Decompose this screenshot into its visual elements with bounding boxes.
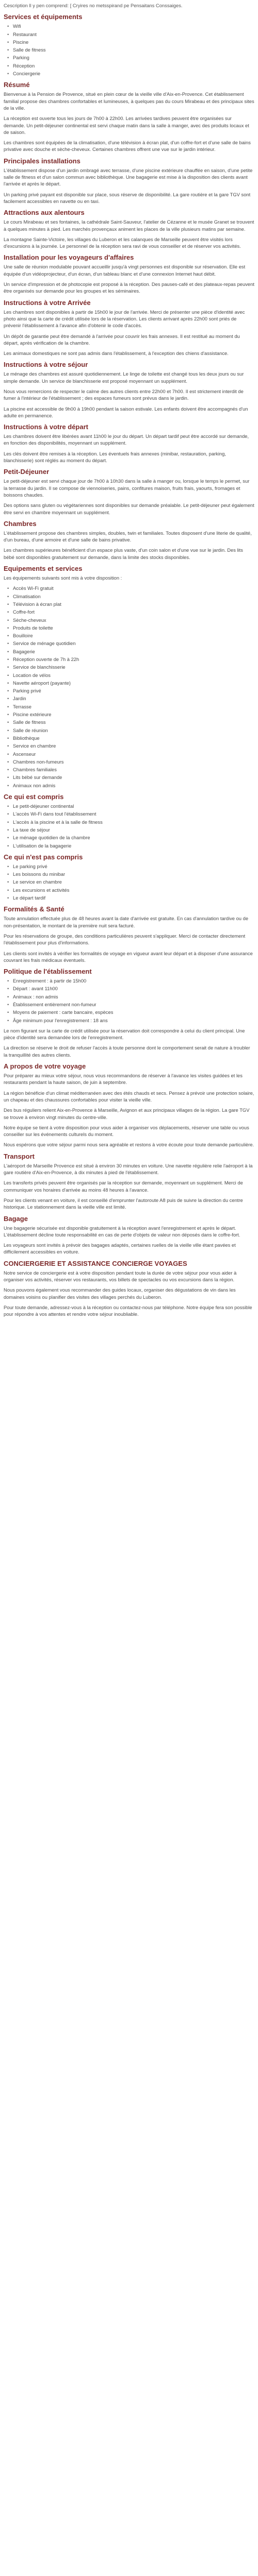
pdj-heading: Petit-Déjeuner [4, 468, 50, 476]
list-item: • Lits bébé sur demande [13, 774, 254, 781]
paragraph: Les voyageurs sont invités à prévoir des bagages adaptés, certaines ruelles de la vieille ville étant pavées et difficilement accessibles en voiture. [4, 1242, 236, 1255]
noncompris-heading: Ce qui n'est pas compris [4, 853, 83, 861]
paragraph: Un parking privé payant est disponible sur place, sous réserve de disponibilité. La gare routière et la gare TGV sont facilement accessibles en navette ou en taxi. [4, 191, 251, 204]
list-item: • Parking [13, 54, 254, 61]
principales-section [4, 157, 254, 205]
list-item: • Climatisation [13, 593, 254, 600]
paragraph: Pour toute demande, adressez-vous à la réception ou contactez-nous par téléphone. Notre équipe fera son possible pour répondre à vos attentes et rendre votre séjour inoubliable. [4, 1304, 252, 1317]
attractions-heading: Attractions aux alentours [4, 209, 85, 217]
list-item: • Réception ouverte de 7h à 22h [13, 656, 254, 663]
paragraph: Les chambres supérieures bénéficient d'un espace plus vaste, d'un coin salon et d'une vue sur le jardin. Des lits bébé sont disponibles gratuitement sur demande, dans la limite des stocks disponibles. [4, 547, 243, 560]
list-item: • Coffre-fort [13, 608, 254, 615]
list-item: • Chambres non-fumeurs [13, 758, 254, 765]
list-item: • Salle de fitness [13, 46, 254, 53]
sejour-heading: Instructions à votre séjour [4, 361, 88, 369]
equipements-section [4, 565, 254, 789]
list-item: • Moyens de paiement : carte bancaire, espèces [13, 1009, 254, 1015]
paragraph: La direction se réserve le droit de refuser l'accès à toute personne dont le comportement serait de nature à troubler la tranquillité des autres clients. [4, 1045, 250, 1058]
list-item: • L'utilisation de la bagagerie [13, 842, 254, 849]
compris-heading: Ce qui est compris [4, 793, 64, 801]
paragraph: La piscine est accessible de 9h00 à 19h00 pendant la saison estivale. Les enfants doivent être accompagnés d'un adulte en permanence. [4, 405, 248, 418]
depart-heading: Instructions à votre départ [4, 423, 88, 431]
list-item: • L'accès Wi-Fi dans tout l'établissement [13, 810, 254, 817]
paragraph: Une bagagerie sécurisée est disponible gratuitement à la réception avant l'enregistrement et après le départ. L'établissement décline toute responsabilité en cas de perte d'objets de valeur non déposés dans le coffre-fort. [4, 1225, 240, 1238]
intro-text: Cescription ll y pen comprend: [ Cryires no metsspirand pe Pensaitans Conssaiges. [4, 3, 183, 8]
equipements-list [4, 585, 254, 789]
list-item: • Salle de fitness [13, 719, 254, 725]
paragraph: La montagne Sainte-Victoire, les villages du Luberon et les calanques de Marseille peuvent être visités lors d'excursions à la journée. Le personnel de la réception sera ravi de vous conseiller et de réserver vos activités. [4, 236, 241, 249]
list-item: • Animaux : non admis [13, 993, 254, 1000]
apropos-section [4, 1062, 254, 1148]
conciergerie-section [4, 1260, 254, 1318]
paragraph: Un service d'impression et de photocopie est proposé à la réception. Des pauses-café et des plateaux-repas peuvent être organisés sur demande pour les groupes et les séminaires. [4, 281, 254, 294]
paragraph: Le nom figurant sur la carte de crédit utilisée pour la réservation doit correspondre à celui du client principal. Une pièce d'identité sera demandée lors de l'enregistrement. [4, 1027, 245, 1041]
paragraph: Toute annulation effectuée plus de 48 heures avant la date d'arrivée est gratuite. En cas d'annulation tardive ou de non-présentation, le montant de la première nuit sera facturé. [4, 916, 249, 928]
paragraph: La réception est ouverte tous les jours de 7h00 à 22h00. Les arrivées tardives peuvent être organisées sur demande. Un petit-déjeuner continental est servi chaque matin dans la salle à manger, avec des produits locaux et de saison. [4, 115, 249, 135]
list-item: • Navette aéroport (payante) [13, 680, 254, 686]
depart-section [4, 423, 254, 464]
equipements-heading: Equipements et services [4, 565, 83, 573]
list-item: • Produits de toilette [13, 624, 254, 631]
conciergerie-heading: CONCIERGERIE ET ASSISTANCE CONCIERGE VOYAGES [4, 1259, 187, 1267]
list-item: • Restaurant [13, 31, 254, 38]
arrivee-heading: Instructions à votre Arrivée [4, 298, 91, 307]
list-item: • La taxe de séjour [13, 826, 254, 833]
list-item: • Le parking privé [13, 863, 254, 870]
list-item: • Ascenseur [13, 751, 254, 757]
list-item: • Chambres familiales [13, 766, 254, 773]
paragraph: Les transferts privés peuvent être organisés par la réception sur demande, moyennant un supplément. Merci de communiquer vos horaires d'arrivée au moins 48 heures à l'avance. [4, 1180, 243, 1193]
list-item: • L'accès à la piscine et à la salle de fitness [13, 819, 254, 825]
list-item: • Les boissons du minibar [13, 871, 254, 877]
paragraph: Le cours Mirabeau et ses fontaines, la cathédrale Saint-Sauveur, l'atelier de Cézanne et le musée Granet se trouvent à quelques minutes à pied. Les marchés provençaux animent les places de la ville plusieurs matins par semaine. [4, 219, 254, 232]
paragraph: Notre service de conciergerie est à votre disposition pendant toute la durée de votre séjour pour vous aider à organiser vos activités, réserver vos restaurants, vos billets de spectacles ou vos excursions dans la région. [4, 1269, 237, 1282]
list-item: • Établissement entièrement non-fumeur [13, 1001, 254, 1008]
arrivee-section [4, 299, 254, 357]
list-item: • Wifi [13, 23, 254, 29]
paragraph: L'établissement dispose d'un jardin ombragé avec terrasse, d'une piscine extérieure chauffée en saison, d'une petite salle de fitness et d'un salon commun avec bibliothèque. Une bagagerie est mise à la disposition des clients avant l'arrivée et après le départ. [4, 167, 253, 187]
list-item: • Réception [13, 62, 254, 69]
list-item: • Âge minimum pour l'enregistrement : 18 ans [13, 1017, 254, 1024]
politique-list [4, 977, 254, 1024]
list-item: • Service de ménage quotidien [13, 640, 254, 647]
paragraph: Les clés doivent être remises à la réception. Les éventuels frais annexes (minibar, restauration, parking, blanchisserie) sont réglés au moment du départ. [4, 450, 226, 464]
paragraph: Les chambres sont disponibles à partir de 15h00 le jour de l'arrivée. Merci de présenter une pièce d'identité avec photo ainsi que la carte de crédit utilisée lors de la réservation. Les clients arrivant après 22h00 sont priés de prévenir l'établissement à l'avance afin d'obtenir le code d'accès. [4, 309, 245, 329]
list-item: • Bibliothèque [13, 735, 254, 741]
annulation-heading: Formalités & Santé [4, 905, 64, 913]
resume-section [4, 81, 254, 152]
paragraph: Nous espérons que votre séjour parmi nous sera agréable et restons à votre écoute pour toute demande particulière. [4, 1142, 254, 1148]
list-item: • Le service en chambre [13, 878, 254, 885]
paragraph: Les chambres sont équipées de la climatisation, d'une télévision à écran plat, d'un coffre-fort et d'une salle de bains privative avec douche et sèche-cheveux. Certaines chambres offrent une vue sur le jardin intérieur. [4, 140, 251, 152]
paragraph: Une salle de réunion modulable pouvant accueillir jusqu'à vingt personnes est disponible sur réservation. Elle est équipée d'un vidéoprojecteur, d'un écran, d'un tableau blanc et d'une connexion Internet haut débit. [4, 264, 246, 277]
sejour-section [4, 361, 254, 419]
paragraph: Pour les réservations de groupe, des conditions particulières peuvent s'appliquer. Merci de contacter directement l'établissement pour plus d'informations. [4, 933, 246, 946]
transport-section [4, 1153, 254, 1211]
list-item: • Bagagerie [13, 648, 254, 655]
bagage-section [4, 1215, 254, 1256]
list-item: • Jardin [13, 695, 254, 702]
paragraph: Les animaux domestiques ne sont pas admis dans l'établissement, à l'exception des chiens d'assistance. [4, 350, 229, 357]
list-item: • Bouilloire [13, 632, 254, 639]
politique-section [4, 968, 254, 1058]
paragraph: Bienvenue à la Pension de Provence, situé en plein cœur de la vieille ville d'Aix-en-Provence. Cet établissement familial propose des chambres confortables et lumineuses, à quelques pas du cours Mirabeau et des principaux sites de la ville. [4, 91, 254, 111]
apropos-heading: A propos de votre voyage [4, 1062, 86, 1071]
pdj-section [4, 468, 254, 515]
list-item: • Télévision à écran plat [13, 601, 254, 607]
list-item: • Parking privé [13, 687, 254, 694]
annulation-section [4, 905, 254, 963]
list-item: • Sèche-cheveux [13, 617, 254, 623]
paragraph: Les clients sont invités à vérifier les formalités de voyage en vigueur avant leur départ et à disposer d'une assurance couvrant les frais médicaux éventuels. [4, 950, 253, 963]
paragraph: L'aéroport de Marseille Provence est situé à environ 30 minutes en voiture. Une navette régulière relie l'aéroport à la gare routière d'Aix-en-Provence, à dix minutes à pied de l'établissement. [4, 1162, 253, 1176]
paragraph: Nous pouvons également vous recommander des guides locaux, organiser des dégustations de vin dans les domaines voisins ou planifier des visites des villages perchés du Luberon. [4, 1287, 236, 1300]
chambres-section [4, 520, 254, 561]
list-item: • Piscine [13, 39, 254, 45]
chambres-heading: Chambres [4, 519, 37, 528]
list-item: • Salle de réunion [13, 727, 254, 734]
list-item: • Le ménage quotidien de la chambre [13, 834, 254, 841]
paragraph: L'établissement propose des chambres simples, doubles, twin et familiales. Toutes disposent d'une literie de qualité, d'un bureau, d'une armoire et d'une salle de bains privative. [4, 530, 252, 543]
list-item: • Le petit-déjeuner continental [13, 803, 254, 809]
list-item: • Enregistrement : à partir de 15h00 [13, 977, 254, 984]
compris-list [4, 803, 254, 849]
paragraph: Des bus réguliers relient Aix-en-Provence à Marseille, Avignon et aux principaux villages de la région. La gare TGV se trouve à environ vingt minutes du centre-ville. [4, 1107, 250, 1120]
list-item: • Service en chambre [13, 742, 254, 749]
installation-heading: Installation pour les voyageurs d'affaires [4, 253, 134, 262]
list-item: • Les excursions et activités [13, 887, 254, 893]
paragraph: Un dépôt de garantie peut être demandé à l'arrivée pour couvrir les frais annexes. Il est restitué au moment du départ, après vérification de la chambre. [4, 333, 240, 346]
installation-section [4, 253, 254, 294]
list-item: • Accès Wi-Fi gratuit [13, 585, 254, 591]
paragraph: Nous vous remercions de respecter le calme des autres clients entre 22h00 et 7h00. Il est strictement interdit de fumer à l'intérieur de l'établissement ; des espaces fumeurs sont prévus dans le jardin. [4, 388, 244, 401]
list-item: • Conciergerie [13, 70, 254, 77]
list-item: • Terrasse [13, 703, 254, 710]
paragraph: Pour préparer au mieux votre séjour, nous vous recommandons de réserver à l'avance les visites guidées et les restaurants pendant la haute saison, de juin à septembre. [4, 1073, 243, 1086]
noncompris-section [4, 853, 254, 901]
paragraph: Des options sans gluten ou végétariennes sont disponibles sur demande préalable. Le petit-déjeuner peut également être servi en chambre moyennant un supplément. [4, 502, 254, 515]
services-list [4, 23, 254, 77]
paragraph: Le ménage des chambres est assuré quotidiennement. Le linge de toilette est changé tous les deux jours ou sur simple demande. Un service de blanchisserie est proposé moyennant un supplément. [4, 371, 244, 384]
paragraph: Les équipements suivants sont mis à votre disposition : [4, 575, 122, 581]
paragraph: Les chambres doivent être libérées avant 11h00 le jour du départ. Un départ tardif peut être accordé sur demande, en fonction des disponibilités, moyennant un supplément. [4, 433, 249, 446]
services-section [4, 13, 254, 77]
politique-heading: Politique de l'établissement [4, 968, 92, 976]
compris-section [4, 793, 254, 849]
noncompris-list [4, 863, 254, 901]
list-item: • Départ : avant 11h00 [13, 985, 254, 992]
list-item: • Le départ tardif [13, 894, 254, 901]
principales-heading: Principales installations [4, 157, 80, 165]
bagage-heading: Bagage [4, 1214, 28, 1223]
resume-heading: Résumé [4, 81, 30, 89]
paragraph: Le petit-déjeuner est servi chaque jour de 7h00 à 10h30 dans la salle à manger ou, lorsque le temps le permet, sur la terrasse du jardin. Il se compose de viennoiseries, pains, confitures maison, fruits frais, yaourts, fromages et boissons chaudes. [4, 478, 250, 498]
list-item: • Piscine extérieure [13, 711, 254, 718]
attractions-section [4, 209, 254, 249]
paragraph: Notre équipe se tient à votre disposition pour vous aider à organiser vos déplacements, réserver une table ou vous conseiller sur les événements culturels du moment. [4, 1124, 249, 1138]
paragraph: La région bénéficie d'un climat méditerranéen avec des étés chauds et secs. Pensez à prévoir une protection solaire, un chapeau et des chaussures confortables pour visiter la vieille ville. [4, 1090, 254, 1103]
list-item: • Animaux non admis [13, 782, 254, 789]
transport-heading: Transport [4, 1152, 35, 1160]
services-heading: Services et équipements [4, 13, 83, 21]
list-item: • Location de vélos [13, 672, 254, 679]
list-item: • Service de blanchisserie [13, 664, 254, 670]
paragraph: Pour les clients venant en voiture, il est conseillé d'emprunter l'autoroute A8 puis de suivre la direction du centre historique. Le stationnement dans la vieille ville est limité. [4, 1197, 243, 1210]
